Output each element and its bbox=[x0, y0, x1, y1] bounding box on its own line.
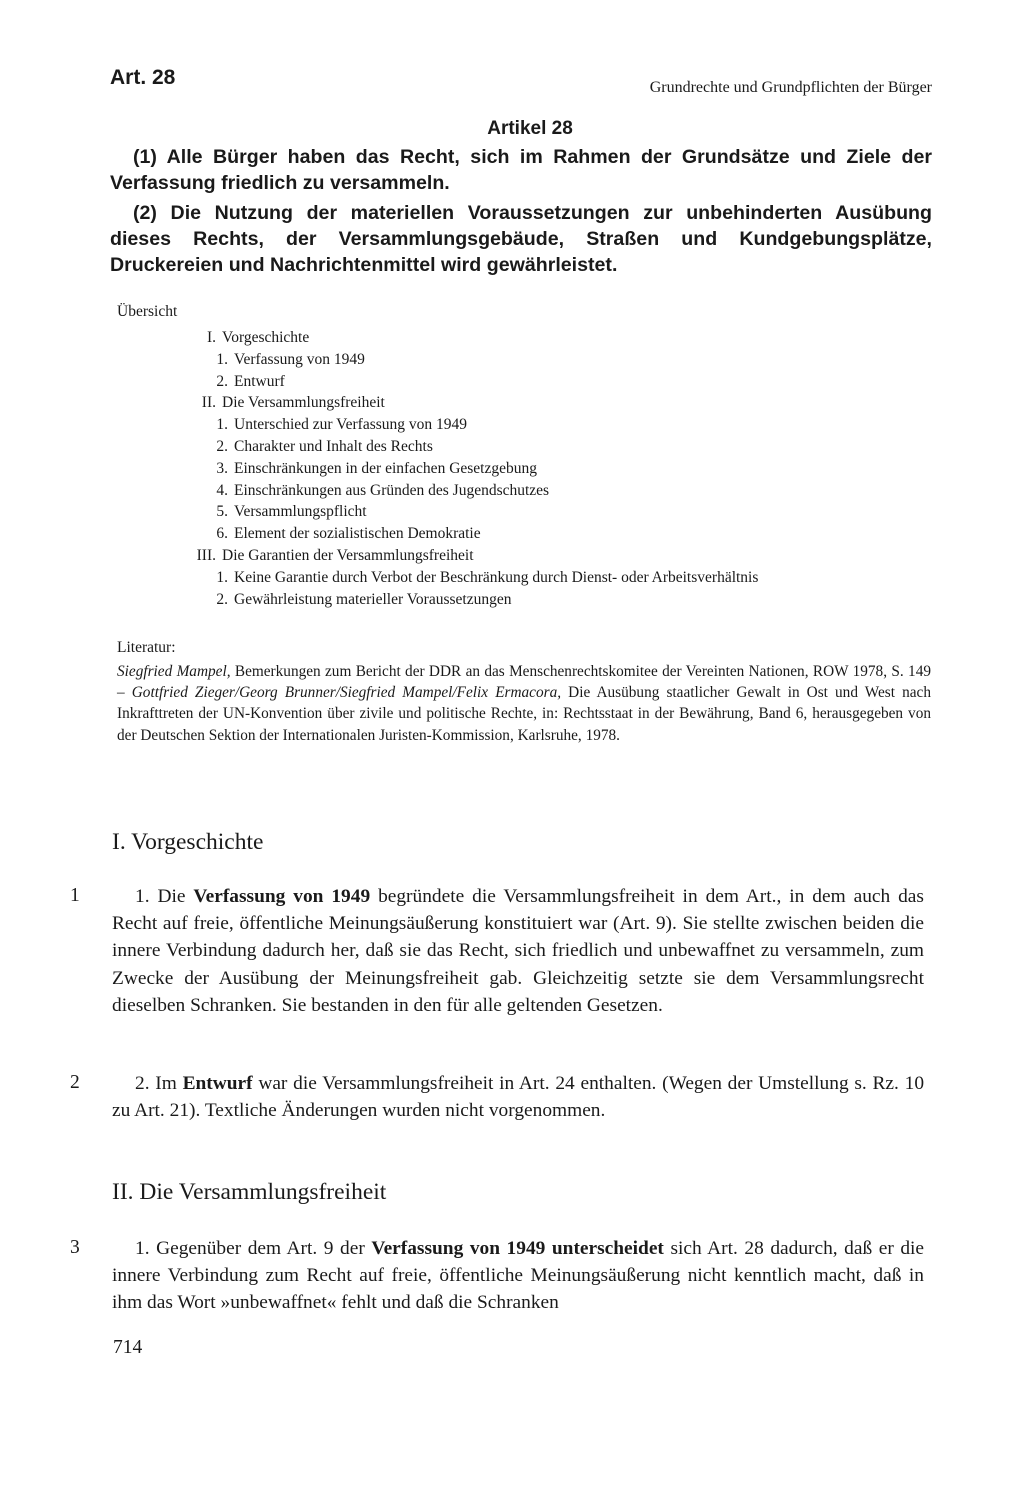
overview-item bbox=[190, 589, 910, 611]
section-heading-versammlungsfreiheit: II. Die Versammlungsfreiheit bbox=[112, 1179, 387, 1205]
overview-item-label: Unterschied zur Verfassung von 1949 bbox=[234, 416, 468, 434]
literature-text-1: Bemerkungen zum Bericht der DDR an das Menschenrechtskomitee der Vereinten Nationen, ROW 1978, S. 149 – bbox=[117, 663, 931, 702]
overview-item bbox=[190, 327, 910, 349]
overview-item bbox=[190, 371, 910, 393]
overview-item bbox=[190, 523, 910, 545]
overview-item bbox=[190, 567, 910, 589]
paragraph-2 bbox=[112, 1070, 924, 1124]
overview-item-label: Entwurf bbox=[234, 372, 285, 390]
overview-item-label: Element der sozialistischen Demokratie bbox=[234, 525, 481, 543]
overview-item bbox=[190, 436, 910, 458]
overview-item-label: Keine Garantie durch Verbot der Beschränkung durch Dienst- oder Arbeitsverhältnis bbox=[234, 568, 759, 586]
paragraph-3-emphasis: Verfassung von 1949 unterscheidet bbox=[371, 1238, 664, 1259]
overview-item-label: Die Garantien der Versammlungsfreiheit bbox=[222, 546, 474, 564]
overview-item-number: 1. bbox=[216, 350, 228, 368]
literature-title: Literatur: bbox=[117, 639, 176, 656]
paragraph-2-text-c: war die Versammlungsfreiheit in Art. 24 enthalten. (Wegen der Umstellung s. Rz. 10 zu Art. 21). Textliche Änderungen wurden nicht vorgenommen. bbox=[112, 1073, 925, 1122]
overview-item-label: Verfassung von 1949 bbox=[234, 350, 365, 368]
overview-item-number: 1. bbox=[216, 568, 228, 586]
overview-item bbox=[190, 501, 910, 523]
overview-item-label: Einschränkungen aus Gründen des Jugendschutzes bbox=[234, 481, 550, 499]
paragraph-3-text-c: sich Art. 28 dadurch, daß er die innere Verbindung zum Recht auf freie, öffentliche Meinungsäußerung nicht kenntlich macht, daß in ihm das Wort »unbewaffnet« fehlt und daß die Schranken bbox=[112, 1238, 925, 1314]
literature-author-2: Gottfried Zieger/Georg Brunner/Siegfried Mampel/Felix Ermacora, bbox=[131, 684, 562, 702]
literature-text bbox=[117, 661, 931, 746]
overview-item-label: Die Versammlungsfreiheit bbox=[222, 394, 385, 412]
overview-item-number: 1. bbox=[216, 416, 228, 434]
overview-item bbox=[190, 414, 910, 436]
overview-item-number: 4. bbox=[216, 481, 228, 499]
overview-item-number: 5. bbox=[216, 503, 228, 521]
paragraph-2-text-a: 2. Im bbox=[135, 1073, 183, 1094]
overview-item bbox=[190, 349, 910, 371]
overview-item-label: Charakter und Inhalt des Rechts bbox=[234, 437, 433, 455]
article-title: Artikel 28 bbox=[487, 118, 573, 139]
article-text bbox=[110, 144, 932, 278]
margin-number: 1 bbox=[70, 885, 80, 906]
literature-author-1: Siegfried Mampel, bbox=[117, 663, 231, 680]
margin-number: 3 bbox=[70, 1237, 80, 1258]
section-heading-vorgeschichte: I. Vorgeschichte bbox=[112, 829, 264, 855]
overview-item bbox=[190, 545, 910, 567]
margin-number: 2 bbox=[70, 1072, 80, 1093]
overview-item bbox=[190, 392, 910, 414]
running-header-article: Art. 28 bbox=[110, 66, 176, 89]
running-header-chapter: Grundrechte und Grundpflichten der Bürger bbox=[649, 79, 932, 96]
overview-item-number: II. bbox=[201, 394, 216, 412]
overview-item-label: Versammlungspflicht bbox=[234, 503, 367, 521]
paragraph-1 bbox=[112, 883, 924, 1019]
overview-item-number: 2. bbox=[216, 590, 228, 608]
paragraph-1-text-a: 1. Die bbox=[135, 886, 194, 907]
paragraph-3-text-a: 1. Gegenüber dem Art. 9 der bbox=[135, 1238, 372, 1259]
paragraph-1-emphasis: Verfassung von 1949 bbox=[193, 886, 371, 907]
paragraph-1-text-c: begründete die Versammlungsfreiheit in dem Art., in dem auch das Recht auf freie, öffentliche Meinungsäußerung konstituiert war (Art. 9). Sie stellte zwischen beiden die innere Verbindung dadurch her, daß sie das Recht, sich friedlich und unbewaffnet zu versammeln, zum Zwecke der Ausübung der Meinungsfreiheit gab. Gleichzeitig setzte sie dem Versammlungsrecht dieselben Schranken. Sie bestanden in den für alle geltenden Gesetzen. bbox=[112, 886, 924, 1016]
overview-item-number: 2. bbox=[216, 372, 228, 390]
overview-item-label: Vorgeschichte bbox=[222, 329, 310, 346]
overview-item bbox=[190, 480, 910, 502]
overview-title: Übersicht bbox=[117, 303, 178, 320]
overview-item-label: Gewährleistung materieller Voraussetzungen bbox=[234, 590, 512, 608]
paragraph-2-emphasis: Entwurf bbox=[182, 1073, 253, 1094]
overview-item bbox=[190, 458, 910, 480]
article-paragraph-1: (1) Alle Bürger haben das Recht, sich im Rahmen der Grundsätze und Ziele der Verfassung friedlich zu versammeln. bbox=[110, 146, 932, 194]
overview-item-number: III. bbox=[196, 546, 216, 564]
overview-item-number: 3. bbox=[216, 459, 228, 477]
literature-text-2: Die Ausübung staatlicher Gewalt in Ost und West nach Inkrafttreten der UN-Konvention über zivile und politische Rechte, in: Rechtsstaat in der Bewährung, Band 6, herausgegeben von der Deutschen Sektion der Internationalen Juristen-Kommission, Karlsruhe, 1978. bbox=[117, 684, 931, 744]
page-number: 714 bbox=[113, 1337, 143, 1358]
overview-item-label: Einschränkungen in der einfachen Gesetzgebung bbox=[234, 459, 537, 477]
overview-list bbox=[190, 327, 910, 610]
overview-item-number: I. bbox=[206, 329, 216, 346]
overview-item-number: 2. bbox=[216, 437, 228, 455]
overview-item-number: 6. bbox=[216, 525, 228, 543]
paragraph-3 bbox=[112, 1235, 924, 1317]
article-paragraph-2: (2) Die Nutzung der materiellen Voraussetzungen zur unbehinderten Ausübung dieses Rechts, der Versammlungsgebäude, Straßen und Kundgebungsplätze, Druckereien und Nachrichtenmittel wird gewährleistet. bbox=[110, 202, 932, 276]
